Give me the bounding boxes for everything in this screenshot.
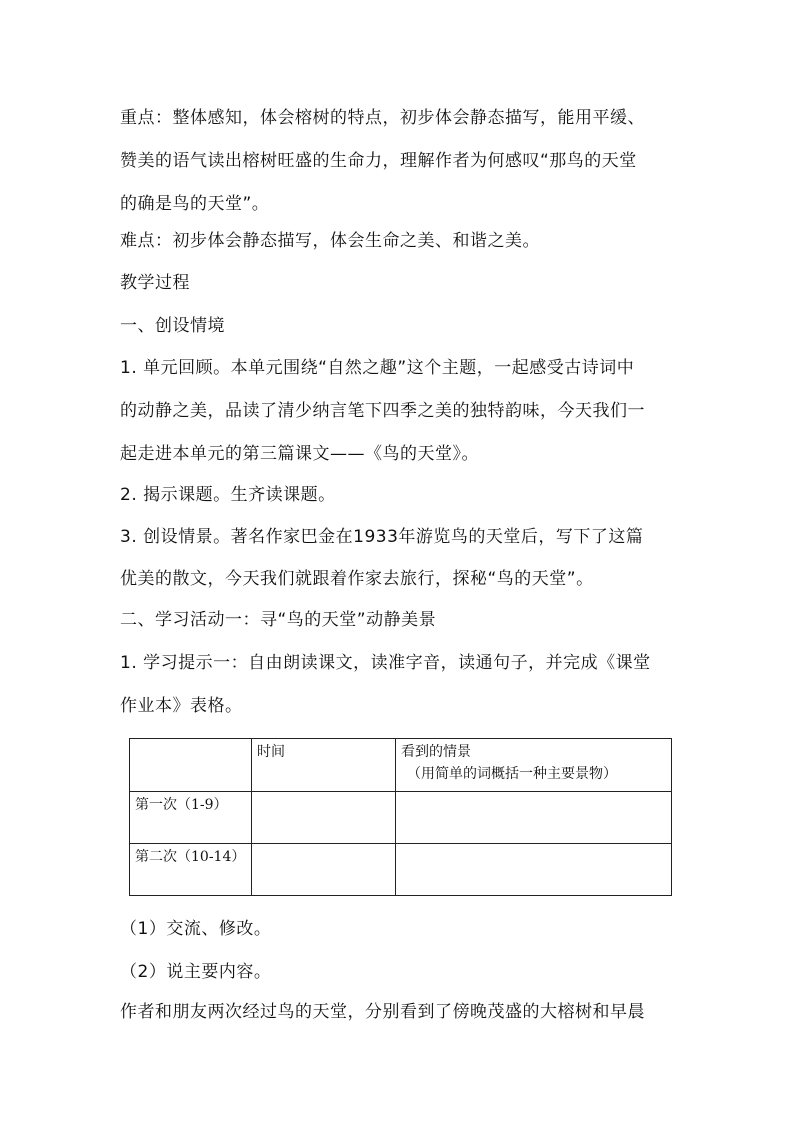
table-cell-scene [396, 792, 672, 844]
table-header-row [130, 739, 672, 792]
paragraph-study-tip-cont: 作业本》表格。 [120, 696, 243, 716]
paragraph-summary: 作者和朋友两次经过鸟的天堂，分别看到了傍晚茂盛的大榕树和早晨 [120, 1002, 645, 1022]
heading-activity-one: 二、学习活动一：寻“鸟的天堂”动静美景 [120, 610, 437, 630]
table-header-scene-note: （用简单的词概括一种主要景物） [407, 766, 617, 782]
table-header-blank [130, 739, 252, 792]
table-header-scene [396, 739, 672, 792]
table-row [130, 792, 672, 844]
paragraph-key-points-cont: 赞美的语气读出榕树旺盛的生命力，理解作者为何感叹“那鸟的天堂 [120, 151, 637, 171]
heading-section-one: 一、创设情境 [120, 316, 225, 336]
worksheet-table [129, 738, 672, 896]
table-header-scene-title: 看到的情景 [401, 744, 471, 760]
table-header-time: 时间 [252, 739, 396, 792]
paragraph-unit-review-cont: 的动静之美，品读了清少纳言笔下四季之美的独特韵味，今天我们一 [120, 401, 645, 421]
paragraph-reveal-topic: 2. 揭示课题。生齐读课题。 [120, 485, 336, 505]
table-row [130, 844, 672, 896]
paragraph-difficulties: 难点：初步体会静态描写，体会生命之美、和谐之美。 [120, 231, 540, 251]
paragraph-study-tip: 1. 学习提示一：自由朗读课文，读准字音，读通句子，并完成《课堂 [120, 653, 651, 673]
paragraph-create-scene-cont: 优美的散文，今天我们就跟着作家去旅行，探秘“鸟的天堂”。 [120, 569, 594, 589]
paragraph-key-points-cont: 的确是鸟的天堂”。 [120, 194, 270, 214]
table-row-label: 第一次（1-9） [130, 792, 252, 844]
table-row-label: 第二次（10-14） [130, 844, 252, 896]
table-cell-time [252, 792, 396, 844]
paragraph-main-content: （2）说主要内容。 [120, 962, 272, 982]
paragraph-exchange-revise: （1）交流、修改。 [120, 919, 272, 939]
paragraph-create-scene: 3. 创设情景。著名作家巴金在1933年游览鸟的天堂后，写下了这篇 [120, 527, 644, 547]
paragraph-key-points: 重点：整体感知，体会榕树的特点，初步体会静态描写，能用平缓、 [120, 108, 645, 128]
table-cell-scene [396, 844, 672, 896]
table-cell-time [252, 844, 396, 896]
paragraph-unit-review-cont: 起走进本单元的第三篇课文——《鸟的天堂》。 [120, 444, 479, 464]
heading-teaching-process: 教学过程 [120, 273, 190, 293]
paragraph-unit-review: 1. 单元回顾。本单元围绕“自然之趣”这个主题，一起感受古诗词中 [120, 358, 635, 378]
